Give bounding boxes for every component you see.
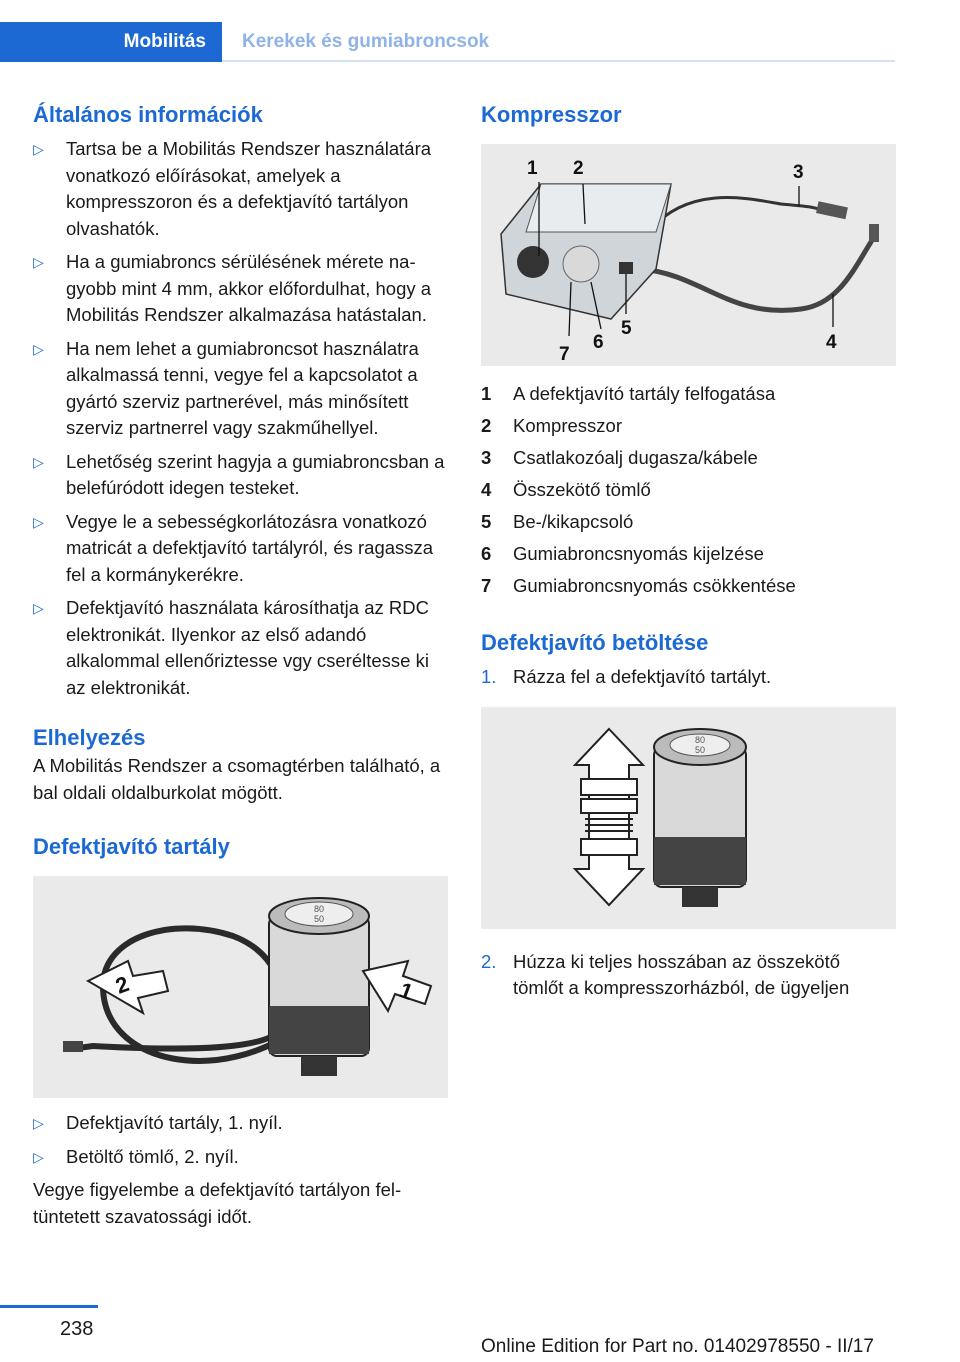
fill-steps (481, 664, 895, 691)
step-item: 1. Rázza fel a defektjavító tartályt. (481, 666, 772, 687)
general-info-list (33, 136, 448, 701)
step-item: 2. Húzza ki teljes hosszában az összekötő tömlőt a kompresszorházból, de ügyeljen (481, 950, 850, 998)
bullet-arrow-icon: ▷ (33, 600, 44, 616)
page-header (0, 0, 960, 64)
bullet-arrow-icon: ▷ (33, 513, 44, 530)
section-tab-mobility (0, 22, 222, 62)
legend-item: 3 Csatlakozóalj dugasza/kábele (481, 447, 758, 468)
gauge-reading-bottom: 50 (313, 914, 325, 924)
arrow-label-1: 1 (396, 977, 417, 1005)
legend-item: 1 A defektjavító tartály felfogatása (481, 383, 776, 404)
list-item: ▷ Defektjavító tartály, 1. nyíl. (33, 1110, 448, 1137)
callout-2: 2 (573, 158, 584, 179)
fill-heading: Defektjavító betöltése (481, 630, 709, 655)
location-heading: Elhelyezés (33, 725, 146, 750)
right-column (481, 100, 895, 1002)
bullet-arrow-icon: ▷ (33, 1115, 44, 1131)
compressor-illustration (481, 144, 895, 366)
gauge-reading-bottom: 50 (694, 744, 706, 755)
bullet-arrow-icon: ▷ (33, 340, 44, 357)
list-item: ▷ Ha nem lehet a gumiabroncsot használatra alkalmassá tenni, vegye fel a kapcsolatot a gyártó szerviz partnerével, más minősített szerviz partnerrel vagy szakműhellyel. (33, 337, 419, 438)
compressor-heading: Kompresszor (481, 102, 622, 127)
left-column (33, 100, 448, 1230)
compressor-figure (481, 144, 896, 366)
fill-steps-continued (481, 949, 895, 1002)
bullet-arrow-icon: ▷ (33, 141, 44, 157)
sealant-container-illustration (33, 876, 448, 1098)
subsection-tab-wheels (222, 22, 489, 62)
legend-item: 5 Be-/kikapcsoló (481, 511, 634, 532)
callout-6: 6 (593, 332, 604, 353)
legend-item: 6 Gumiabroncsnyomás kijelzése (481, 543, 764, 564)
container-list (33, 1110, 448, 1170)
shake-illustration (481, 707, 895, 929)
section-tab-label: Mobilitás (123, 31, 206, 52)
callout-1: 1 (527, 158, 538, 179)
bullet-arrow-icon: ▷ (33, 254, 44, 270)
list-item: ▷ Tartsa be a Mobilitás Rendszer használatára vonatkozó előírásokat, amelyek a kompresszoron és a defektjavító tartályon olvashatók. (33, 138, 432, 239)
general-info-heading: Általános információk (33, 102, 263, 127)
list-item: ▷ Ha a gumiabroncs sérülésének mérete nagyobb mint 4 mm, akkor előfordulhat, hogy a Mobilitás Rendszer alkalmazása hatástalan. (33, 251, 432, 325)
page-number: 238 (60, 1318, 94, 1340)
legend-item: 2 Kompresszor (481, 415, 622, 436)
shake-figure (481, 707, 896, 929)
gauge-reading-top: 80 (313, 904, 325, 914)
callout-7: 7 (559, 344, 570, 365)
arrow-label-2: 2 (112, 971, 133, 999)
container-heading: Defektjavító tartály (33, 834, 230, 859)
callout-5: 5 (621, 318, 632, 339)
gauge-reading-top: 80 (694, 734, 706, 745)
list-item: ▷ Vegye le a sebességkorlátozásra vonatkozó matricát a defektjavító tartályról, és ragassza fel a kormánykerékre. (33, 510, 434, 585)
footer-rule (0, 1305, 98, 1308)
bullet-arrow-icon: ▷ (33, 1148, 44, 1165)
legend-item: 7 Gumiabroncsnyomás csökkentése (481, 575, 796, 596)
subsection-tab-label: Kerekek és gumiabroncsok (242, 31, 490, 52)
list-item: ▷ Lehetőség szerint hagyja a gumiabroncsban a belefúródott idegen testeket. (33, 450, 445, 498)
sealant-container-figure (33, 876, 448, 1098)
edition-line: Online Edition for Part no. 01402978550 - II/17 (481, 1336, 874, 1357)
callout-3: 3 (793, 162, 804, 183)
container-note: Vegye figyelembe a defektjavító tartályon feltüntetett szavatossági időt. (33, 1179, 402, 1227)
callout-4: 4 (826, 332, 837, 353)
list-item: ▷ Defektjavító használata károsíthatja az RDC elektronikát. Ilyenkor az első adandó alkalommal ellenőriztesse vgy cseréltesse ki az elektronikát. (33, 597, 429, 698)
header-rule (222, 60, 895, 62)
list-item: ▷ Betöltő tömlő, 2. nyíl. (33, 1144, 448, 1171)
compressor-legend (481, 378, 895, 602)
legend-item: 4 Összekötő tömlő (481, 479, 651, 500)
bullet-arrow-icon: ▷ (33, 453, 44, 470)
location-text: A Mobilitás Rendszer a csomagtérben található, a bal oldali oldalburkolat mögött. (33, 755, 441, 803)
